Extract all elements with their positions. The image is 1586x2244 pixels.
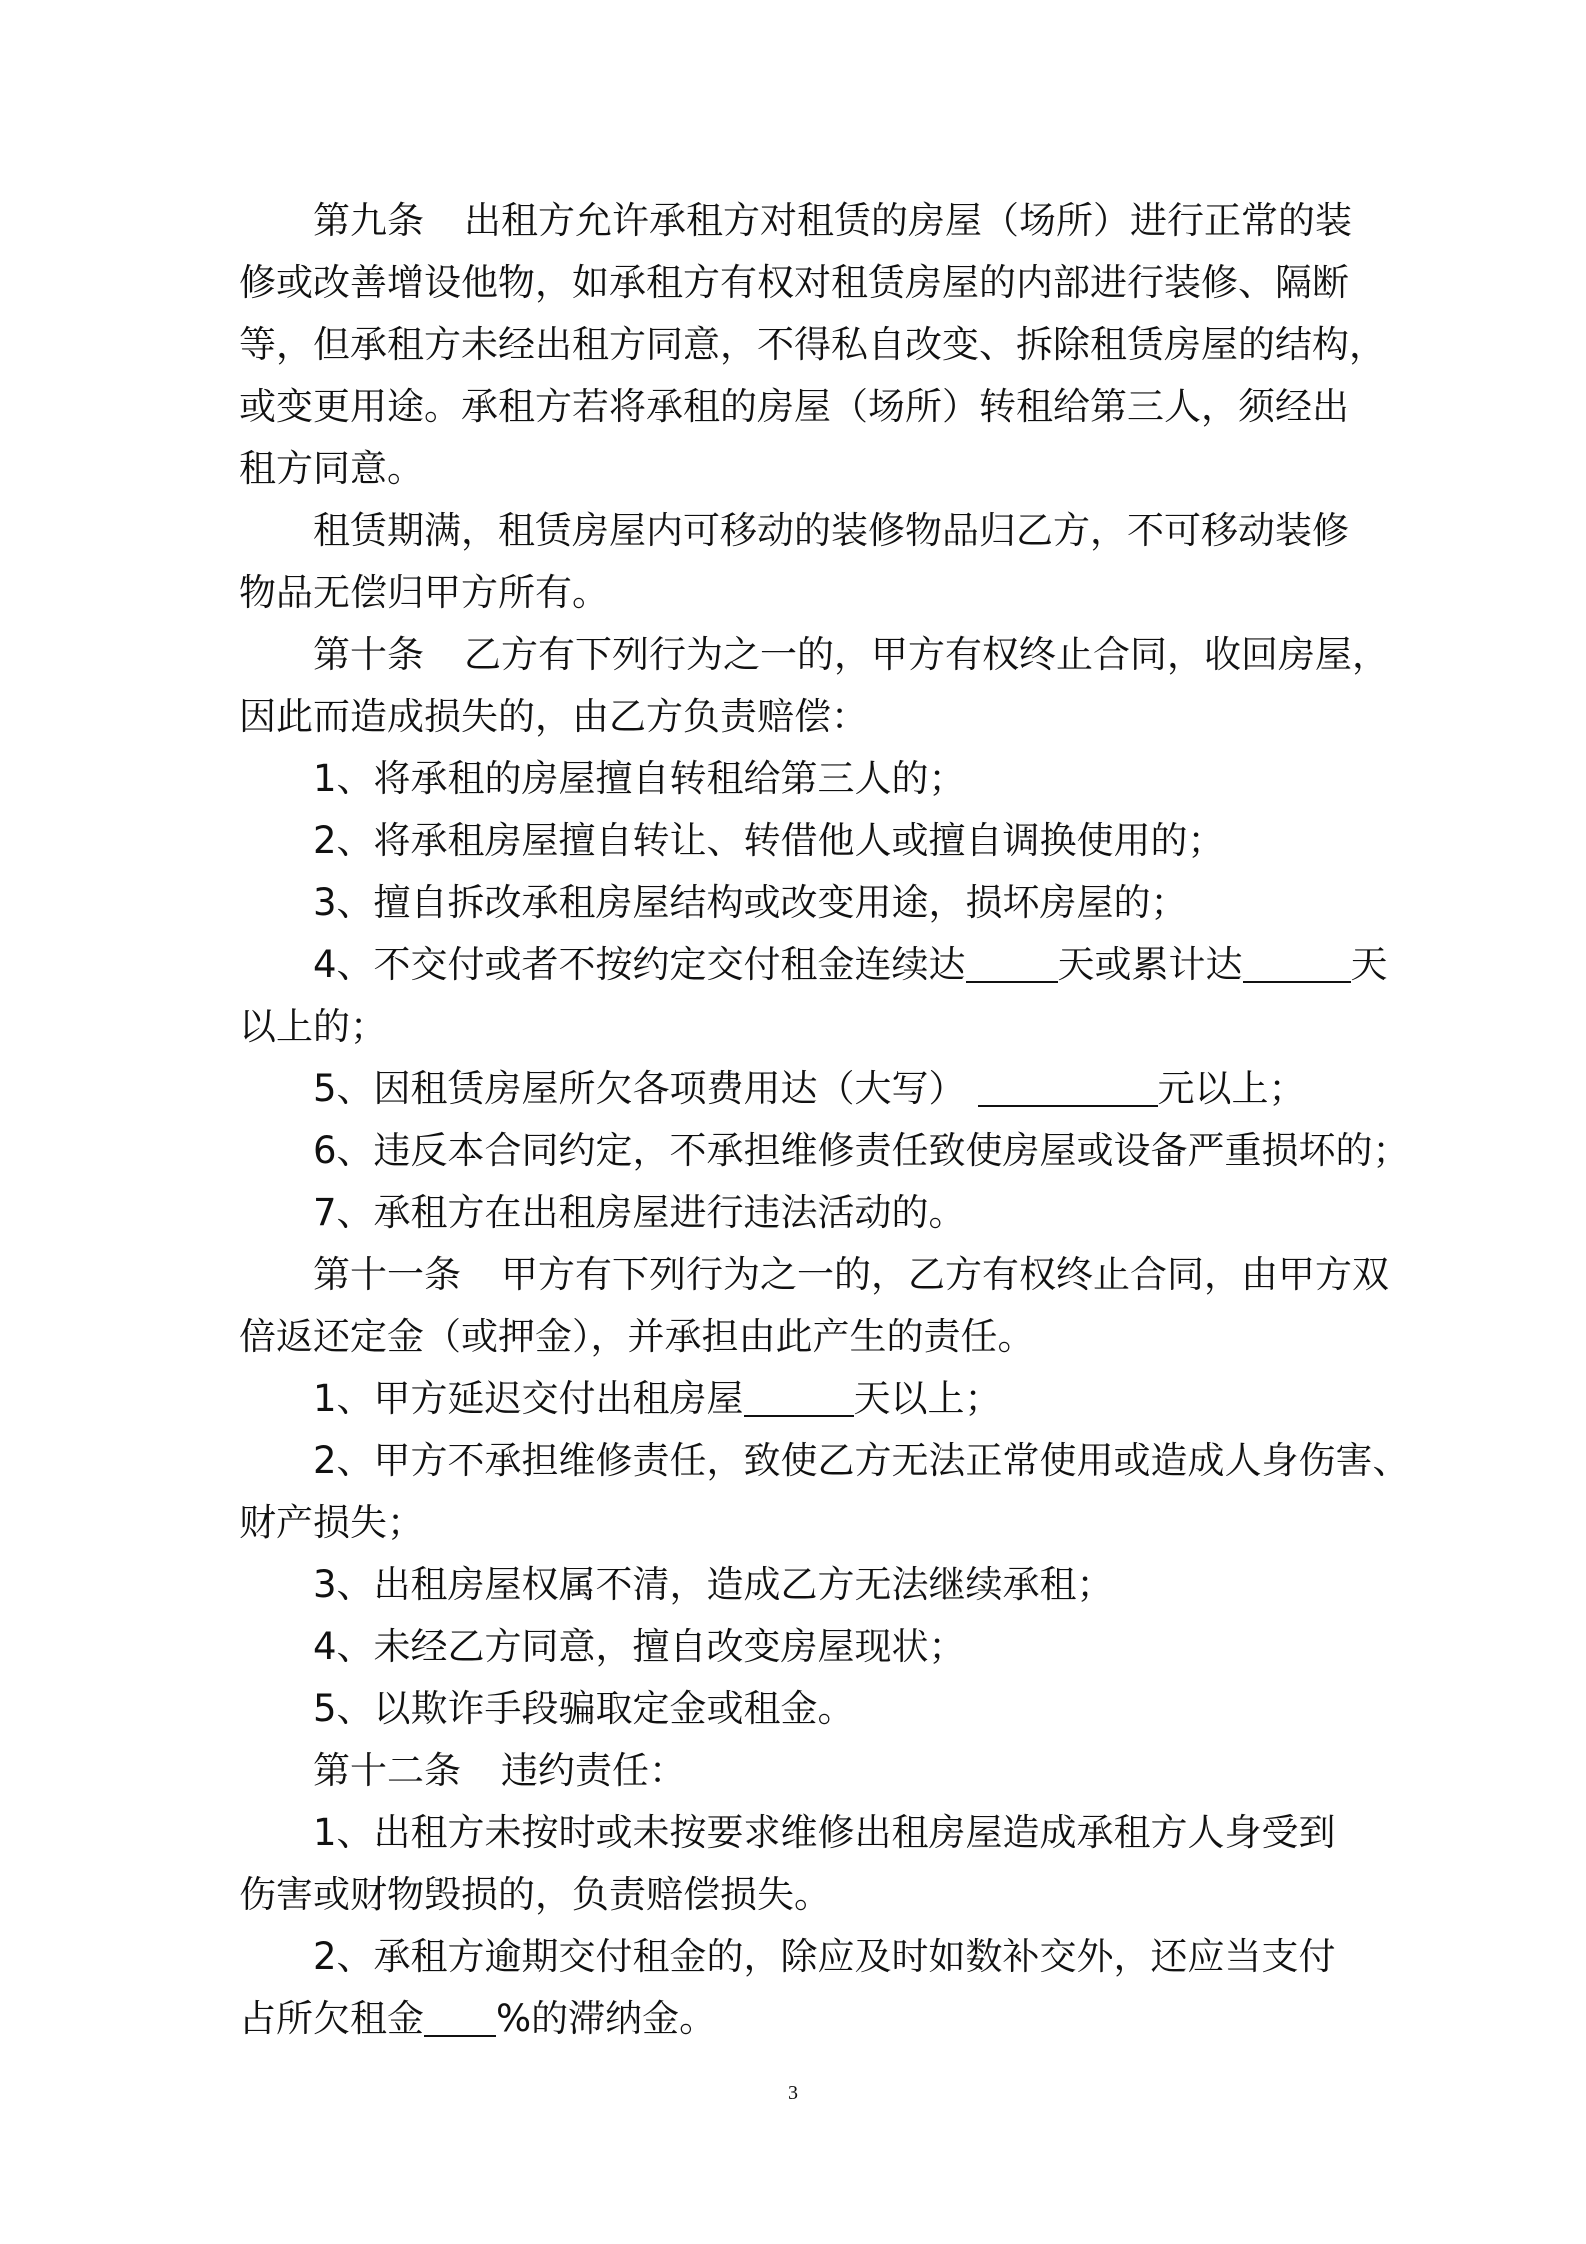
article-11-item-2-line-2: 财产损失；: [239, 1501, 424, 1544]
article-12-item-2: 2、承租方逾期交付租金的，除应及时如数补交外，还应当支付: [313, 1935, 1336, 1978]
article-11-line-1: 第十一条 甲方有下列行为之一的，乙方有权终止合同，由甲方双: [313, 1253, 1389, 1296]
blank-fee-amount[interactable]: [978, 1065, 1158, 1107]
article-9-line-4: 或变更用途。承租方若将承租的房屋（场所）转租给第三人，须经出: [239, 385, 1349, 428]
article-9-line-1: 第九条 出租方允许承租方对租赁的房屋（场所）进行正常的装: [313, 199, 1352, 242]
article-12-item-2-line-2: 占所欠租金 %的滞纳金。: [239, 1997, 717, 2040]
page-number: 3: [788, 2082, 798, 2104]
blank-days-cumulative[interactable]: [1243, 941, 1351, 983]
article-11-line-2: 倍返还定金（或押金），并承担由此产生的责任。: [239, 1315, 1035, 1358]
article-12-item-1: 1、出租方未按时或未按要求维修出租房屋造成承租方人身受到: [313, 1811, 1336, 1854]
article-11-item-3: 3、出租房屋权属不清，造成乙方无法继续承租；: [313, 1563, 1114, 1606]
blank-days-consecutive[interactable]: [966, 941, 1058, 983]
article-11-item-1: 1、甲方延迟交付出租房屋 天以上；: [313, 1377, 1002, 1420]
article-9-number: 第九条: [313, 199, 424, 242]
article-10-item-6: 6、违反本合同约定，不承担维修责任致使房屋或设备严重损坏的；: [313, 1129, 1410, 1172]
article-11-item-4: 4、未经乙方同意，擅自改变房屋现状；: [313, 1625, 966, 1668]
article-12-number: 第十二条: [313, 1749, 461, 1792]
article-10-item-7: 7、承租方在出租房屋进行违法活动的。: [313, 1191, 966, 1234]
article-10-item-5: 5、因租赁房屋所欠各项费用达（大写） 元以上；: [313, 1067, 1306, 1110]
article-9-para-2-line-2: 物品无偿归甲方所有。: [239, 571, 609, 614]
blank-delay-days[interactable]: [744, 1375, 854, 1417]
article-9-line-5: 租方同意。: [239, 447, 424, 490]
document-body: [239, 190, 1410, 2050]
article-12-line-1: [239, 1740, 1407, 1802]
article-11-item-5: 5、以欺诈手段骗取定金或租金。: [313, 1687, 855, 1730]
article-9-line-2: 修或改善增设他物，如承租方有权对租赁房屋的内部进行装修、隔断: [239, 261, 1349, 304]
article-10-number: 第十条: [313, 633, 424, 676]
article-10-item-3: 3、擅自拆改承租房屋结构或改变用途，损坏房屋的；: [313, 881, 1188, 924]
article-9-line-3: 等，但承租方未经出租方同意，不得私自改变、拆除租赁房屋的结构，: [239, 323, 1386, 366]
article-12-item-1-line-2: 伤害或财物毁损的，负责赔偿损失。: [239, 1873, 831, 1916]
article-11-number: 第十一条: [313, 1253, 461, 1296]
article-9-para-2-line-1: 租赁期满，租赁房屋内可移动的装修物品归乙方，不可移动装修: [313, 509, 1349, 552]
article-10-item-2: 2、将承租房屋擅自转让、转借他人或擅自调换使用的；: [313, 819, 1225, 862]
article-10-line-1: 第十条 乙方有下列行为之一的，甲方有权终止合同，收回房屋，: [313, 633, 1389, 676]
article-10-item-4-line-2: 以上的；: [239, 1005, 387, 1048]
article-11-item-2: 2、甲方不承担维修责任，致使乙方无法正常使用或造成人身伤害、: [313, 1439, 1410, 1482]
article-10-line-2: 因此而造成损失的，由乙方负责赔偿：: [239, 695, 868, 738]
article-10-item-1: 1、将承租的房屋擅自转租给第三人的；: [313, 757, 966, 800]
blank-late-fee-percent[interactable]: [424, 1995, 496, 2037]
article-12-title: 违约责任：: [501, 1749, 686, 1792]
article-10-item-4: 4、不交付或者不按约定交付租金连续达 天或累计达 天: [313, 943, 1388, 986]
